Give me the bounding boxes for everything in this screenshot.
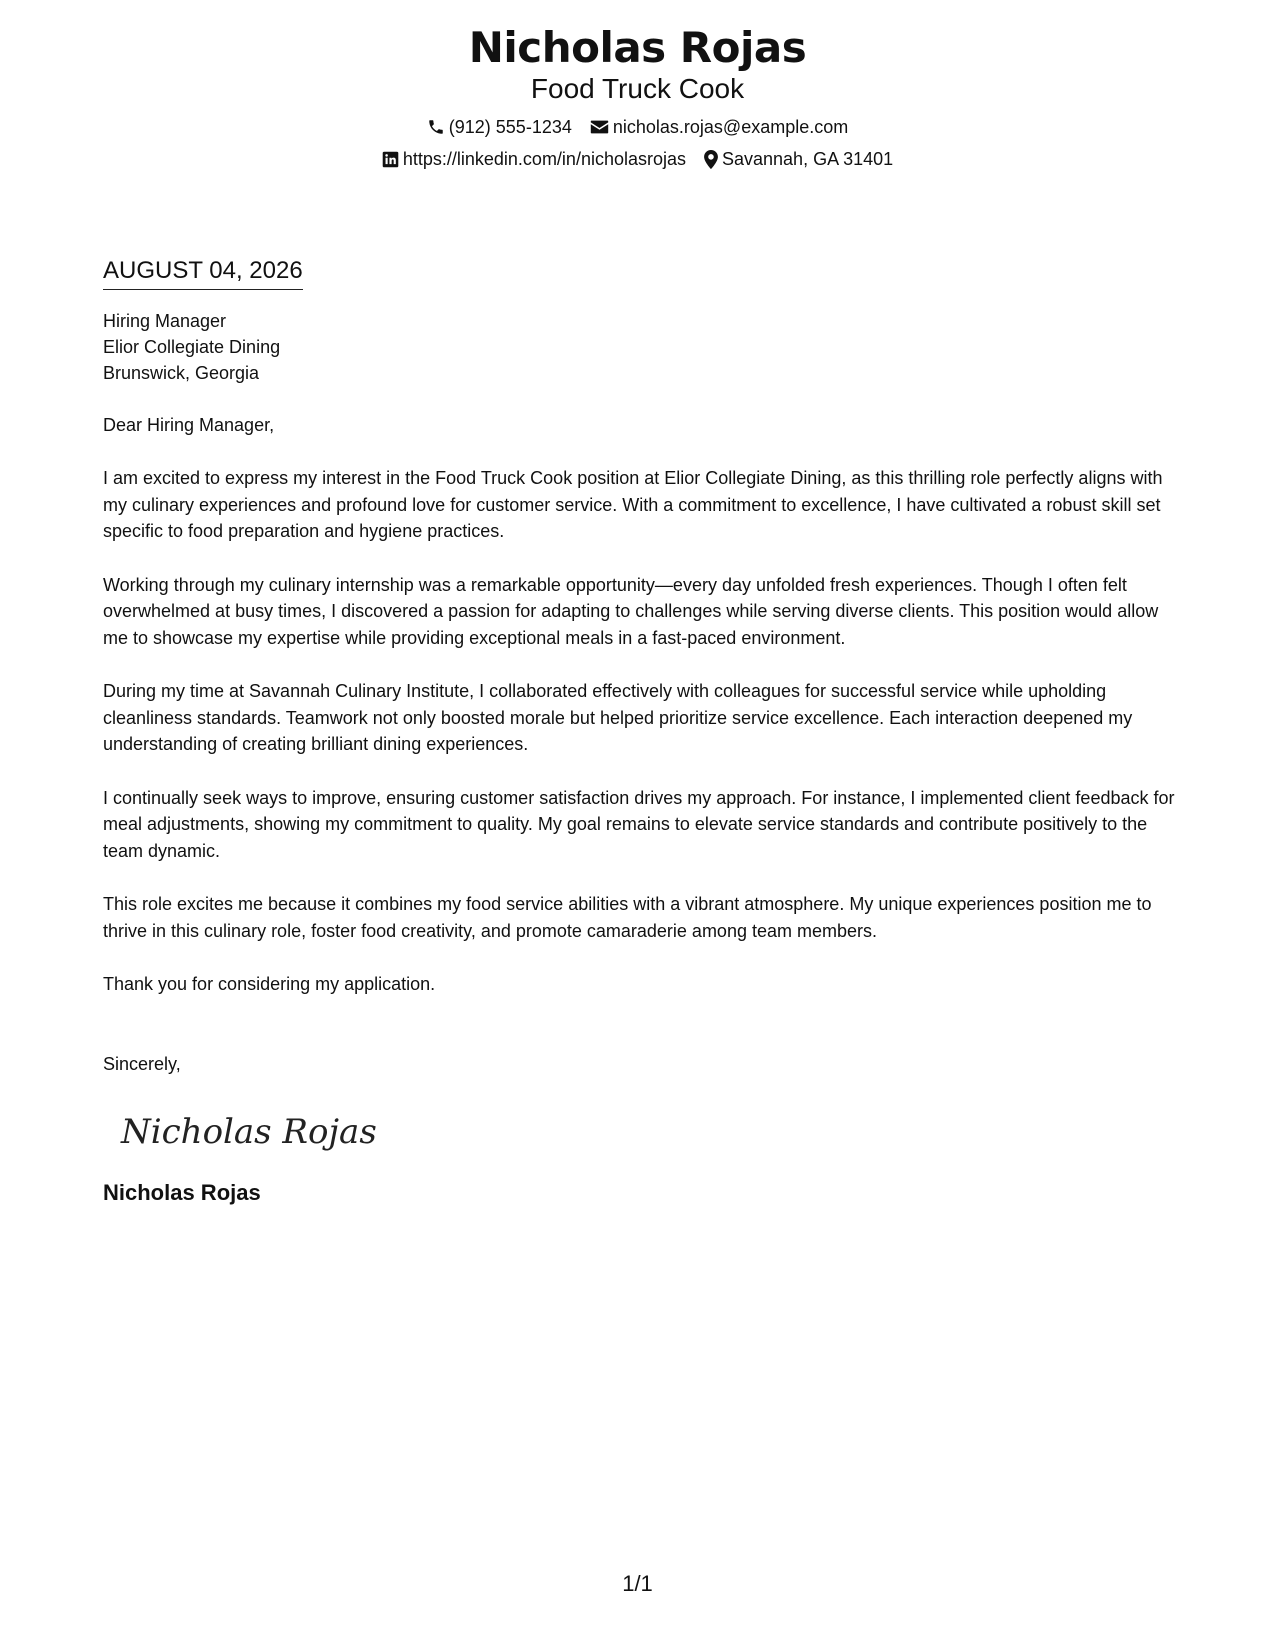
linkedin-link[interactable]: https://linkedin.com/in/nicholasrojas [402,149,686,169]
contact-phone [427,116,572,138]
paragraph-thanks: Thank you for considering my application. [103,974,436,994]
salutation: Dear Hiring Manager, [103,415,275,435]
paragraph-motivation: This role excites me because it combines my food service abilities with a vibrant atmosphere. My unique experiences position me to thrive in this culinary role, foster food creativity, and promote camaraderie among team members. [103,894,1152,941]
signer-name: Nicholas Rojas [103,1179,261,1205]
paragraph-internship: Working through my culinary internship was a remarkable opportunity—every day unfolded fresh experiences. Though I often felt overwhelmed at busy times, I discovered a passion for adapting to challenges while serving diverse clients. This position would allow me to showcase my expertise while providing exceptional meals in a fast-paced environment. [103,574,1159,648]
phone-text: (912) 555-1234 [448,117,572,137]
contact-row-primary [0,116,1275,138]
closing-line: Sincerely, [103,1053,181,1074]
recipient-location: Brunswick, Georgia [103,363,260,383]
linkedin-icon [382,151,399,168]
paragraph-intro: I am excited to express my interest in the Food Truck Cook position at Elior Collegiate Dining, as this thrilling role perfectly aligns with my culinary experiences and profound love for customer service. With a commitment to excellence, I have cultivated a robust skill set specific to food preparation and hygiene practices. [103,468,1163,541]
envelope-icon [590,119,609,135]
location-text: Savannah, GA 31401 [722,149,894,169]
letter-body [103,256,1178,1207]
recipient-name: Hiring Manager [103,311,227,331]
contact-linkedin [382,148,686,170]
contact-email [590,116,848,138]
contact-row-secondary [0,148,1275,170]
letter-header [0,22,1275,170]
recipient-block [103,308,1178,386]
map-marker-icon [704,150,718,169]
applicant-name: Nicholas Rojas [468,23,807,72]
page-number: 1/1 [622,1571,653,1596]
recipient-company: Elior Collegiate Dining [103,337,281,357]
signature-graphic: Nicholas Rojas [121,1111,377,1152]
paragraph-teamwork: During my time at Savannah Culinary Institute, I collaborated effectively with colleagues for successful service while upholding cleanliness standards. Teamwork not only boosted morale but helped prioritize service excellence. Each interaction deepened my understanding of creating brilliant dining experiences. [103,681,1133,754]
letter-date: AUGUST 04, 2026 [103,256,303,290]
email-link[interactable]: nicholas.rojas@example.com [612,117,849,137]
handwritten-signature [117,1107,1178,1155]
phone-icon [427,118,445,136]
applicant-title: Food Truck Cook [530,73,745,104]
paragraph-improvement: I continually seek ways to improve, ensuring customer satisfaction drives my approach. For instance, I implemented client feedback for meal adjustments, showing my commitment to quality. My goal remains to elevate service standards and contribute positively to the team dynamic. [103,787,1175,861]
contact-location [704,148,893,170]
